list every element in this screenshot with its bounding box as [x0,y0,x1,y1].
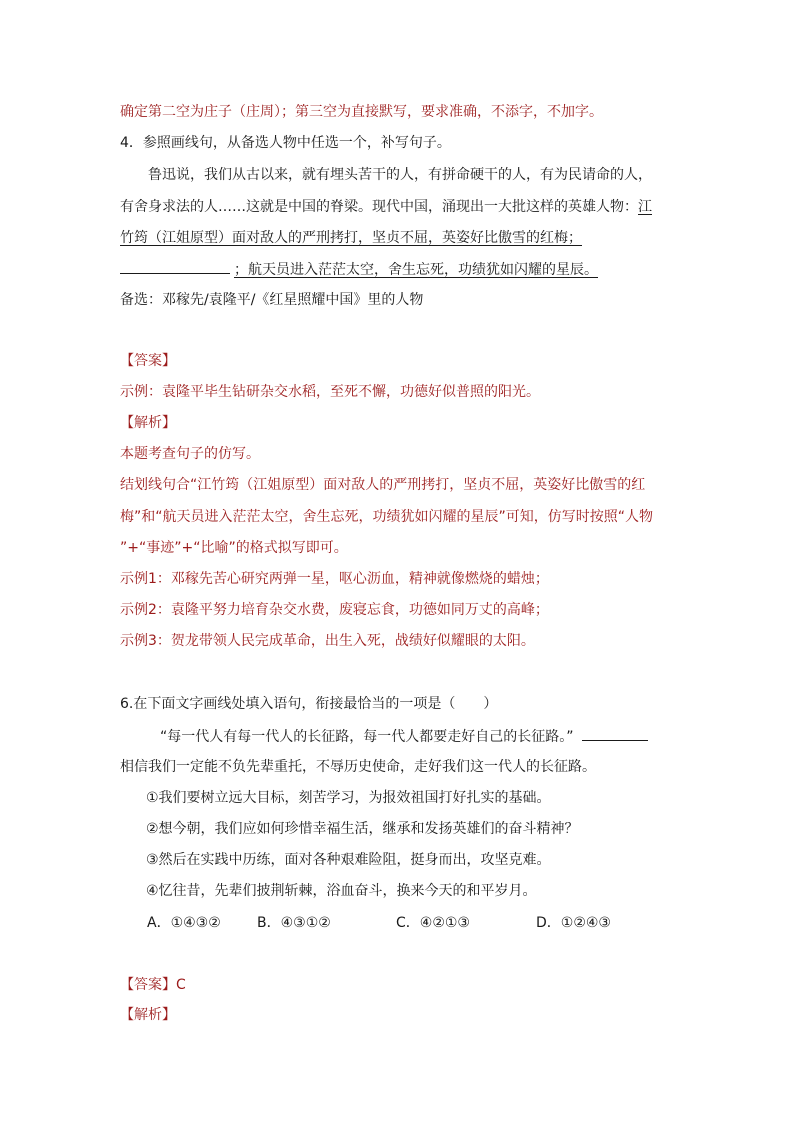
q4-example-2: 示例2：袁隆平努力培育杂交水费，废寝忘食，功德如同万丈的高峰； [120,602,549,618]
q4-prompt: 4．参照画线句，从备选人物中任选一个，补写句子。 [120,135,451,151]
q6-item-2: ②想今朝，我们应如何珍惜幸福生活，继承和发扬英雄们的奋斗精神？ [146,821,579,837]
q6-choice-b[interactable]: B．④③①② [257,915,331,931]
q6-quote-line [160,726,648,747]
q4-analysis-line-3: 梅”和“航天员进入茫茫太空，舍生忘死，功绩犹如闪耀的星辰”可知，仿写时按照“人物 [120,509,654,525]
q4-analysis-tag: 【解析】 [120,415,176,431]
q4-underlined-start: 江 [638,199,652,215]
q4-answer-tag: 【答案】 [120,353,176,369]
q6-answer-line [120,975,186,995]
q4-analysis-line-4: ”+“事迹”+“比喻”的格式拟写即可。 [120,540,348,556]
q4-options: 备选：邓稼先/袁隆平/《红星照耀中国》里的人物 [120,292,424,308]
q4-paragraph-line-1: 鲁迅说，我们从古以来，就有埋头苦干的人，有拼命硬干的人，有为民请命的人， [148,167,652,183]
q4-underlined-sentence-2: ；航天员进入茫茫太空，舍生忘死，功绩犹如闪耀的星辰。 [234,262,598,278]
top-note: 确定第二空为庄子（庄周）；第三空为直接默写，要求准确，不添字，不加字。 [120,104,603,120]
q4-paragraph-line-2 [120,197,652,217]
q4-analysis-line-1: 本题考查句子的仿写。 [120,446,260,462]
q6-choice-d[interactable]: D．①②④③ [536,915,611,931]
q6-item-1: ①我们要树立远大目标，刻苦学习，为报效祖国打好扎实的基础。 [146,790,551,806]
q6-continuation: 相信我们一定能不负先辈重托，不辱历史使命，走好我们这一代人的长征路。 [120,759,596,775]
q6-choice-a[interactable]: A．①④③② [147,915,221,931]
q6-choice-c[interactable]: C．④②①③ [396,915,470,931]
q4-example-1: 示例1：邓稼先苦心研究两弹一星，呕心沥血，精神就像燃烧的蜡烛； [120,571,549,587]
q6-answer-blank[interactable] [582,726,648,741]
q4-analysis-line-2: 结划线句合“江竹筠（江姐原型）面对敌人的严刑拷打，坚贞不屈，英姿好比傲雪的红 [120,477,646,493]
q4-answer: 示例：袁隆平毕生钻研杂交水稻，至死不懈，功德好似普照的阳光。 [120,384,540,400]
q4-underlined-sentence: 竹筠（江姐原型）面对敌人的严刑拷打，坚贞不屈，英姿好比傲雪的红梅； [120,230,582,246]
q6-answer: C [176,977,186,993]
answer-blank[interactable] [120,259,230,274]
q6-prompt: 6.在下面文字画线处填入语句，衔接最恰当的一项是（ ） [120,696,498,712]
q6-item-4: ④忆往昔，先辈们披荆斩棘，浴血奋斗，换来今天的和平岁月。 [146,883,537,899]
q4-paragraph-line-2-text: 有舍身求法的人……这就是中国的脊梁。现代中国，涌现出一大批这样的英雄人物： [120,199,638,215]
q4-example-3: 示例3：贺龙带领人民完成革命，出生入死，战绩好似耀眼的太阳。 [120,633,535,649]
q6-quote: “每一代人有每一代人的长征路，每一代人都要走好自己的长征路。” [160,729,574,745]
q6-item-3: ③然后在实践中历练，面对各种艰难险阻，挺身而出，攻坚克难。 [146,852,551,868]
q4-paragraph-line-4 [120,259,598,280]
q6-answer-tag: 【答案】 [120,977,176,993]
q6-analysis-tag: 【解析】 [120,1007,176,1023]
